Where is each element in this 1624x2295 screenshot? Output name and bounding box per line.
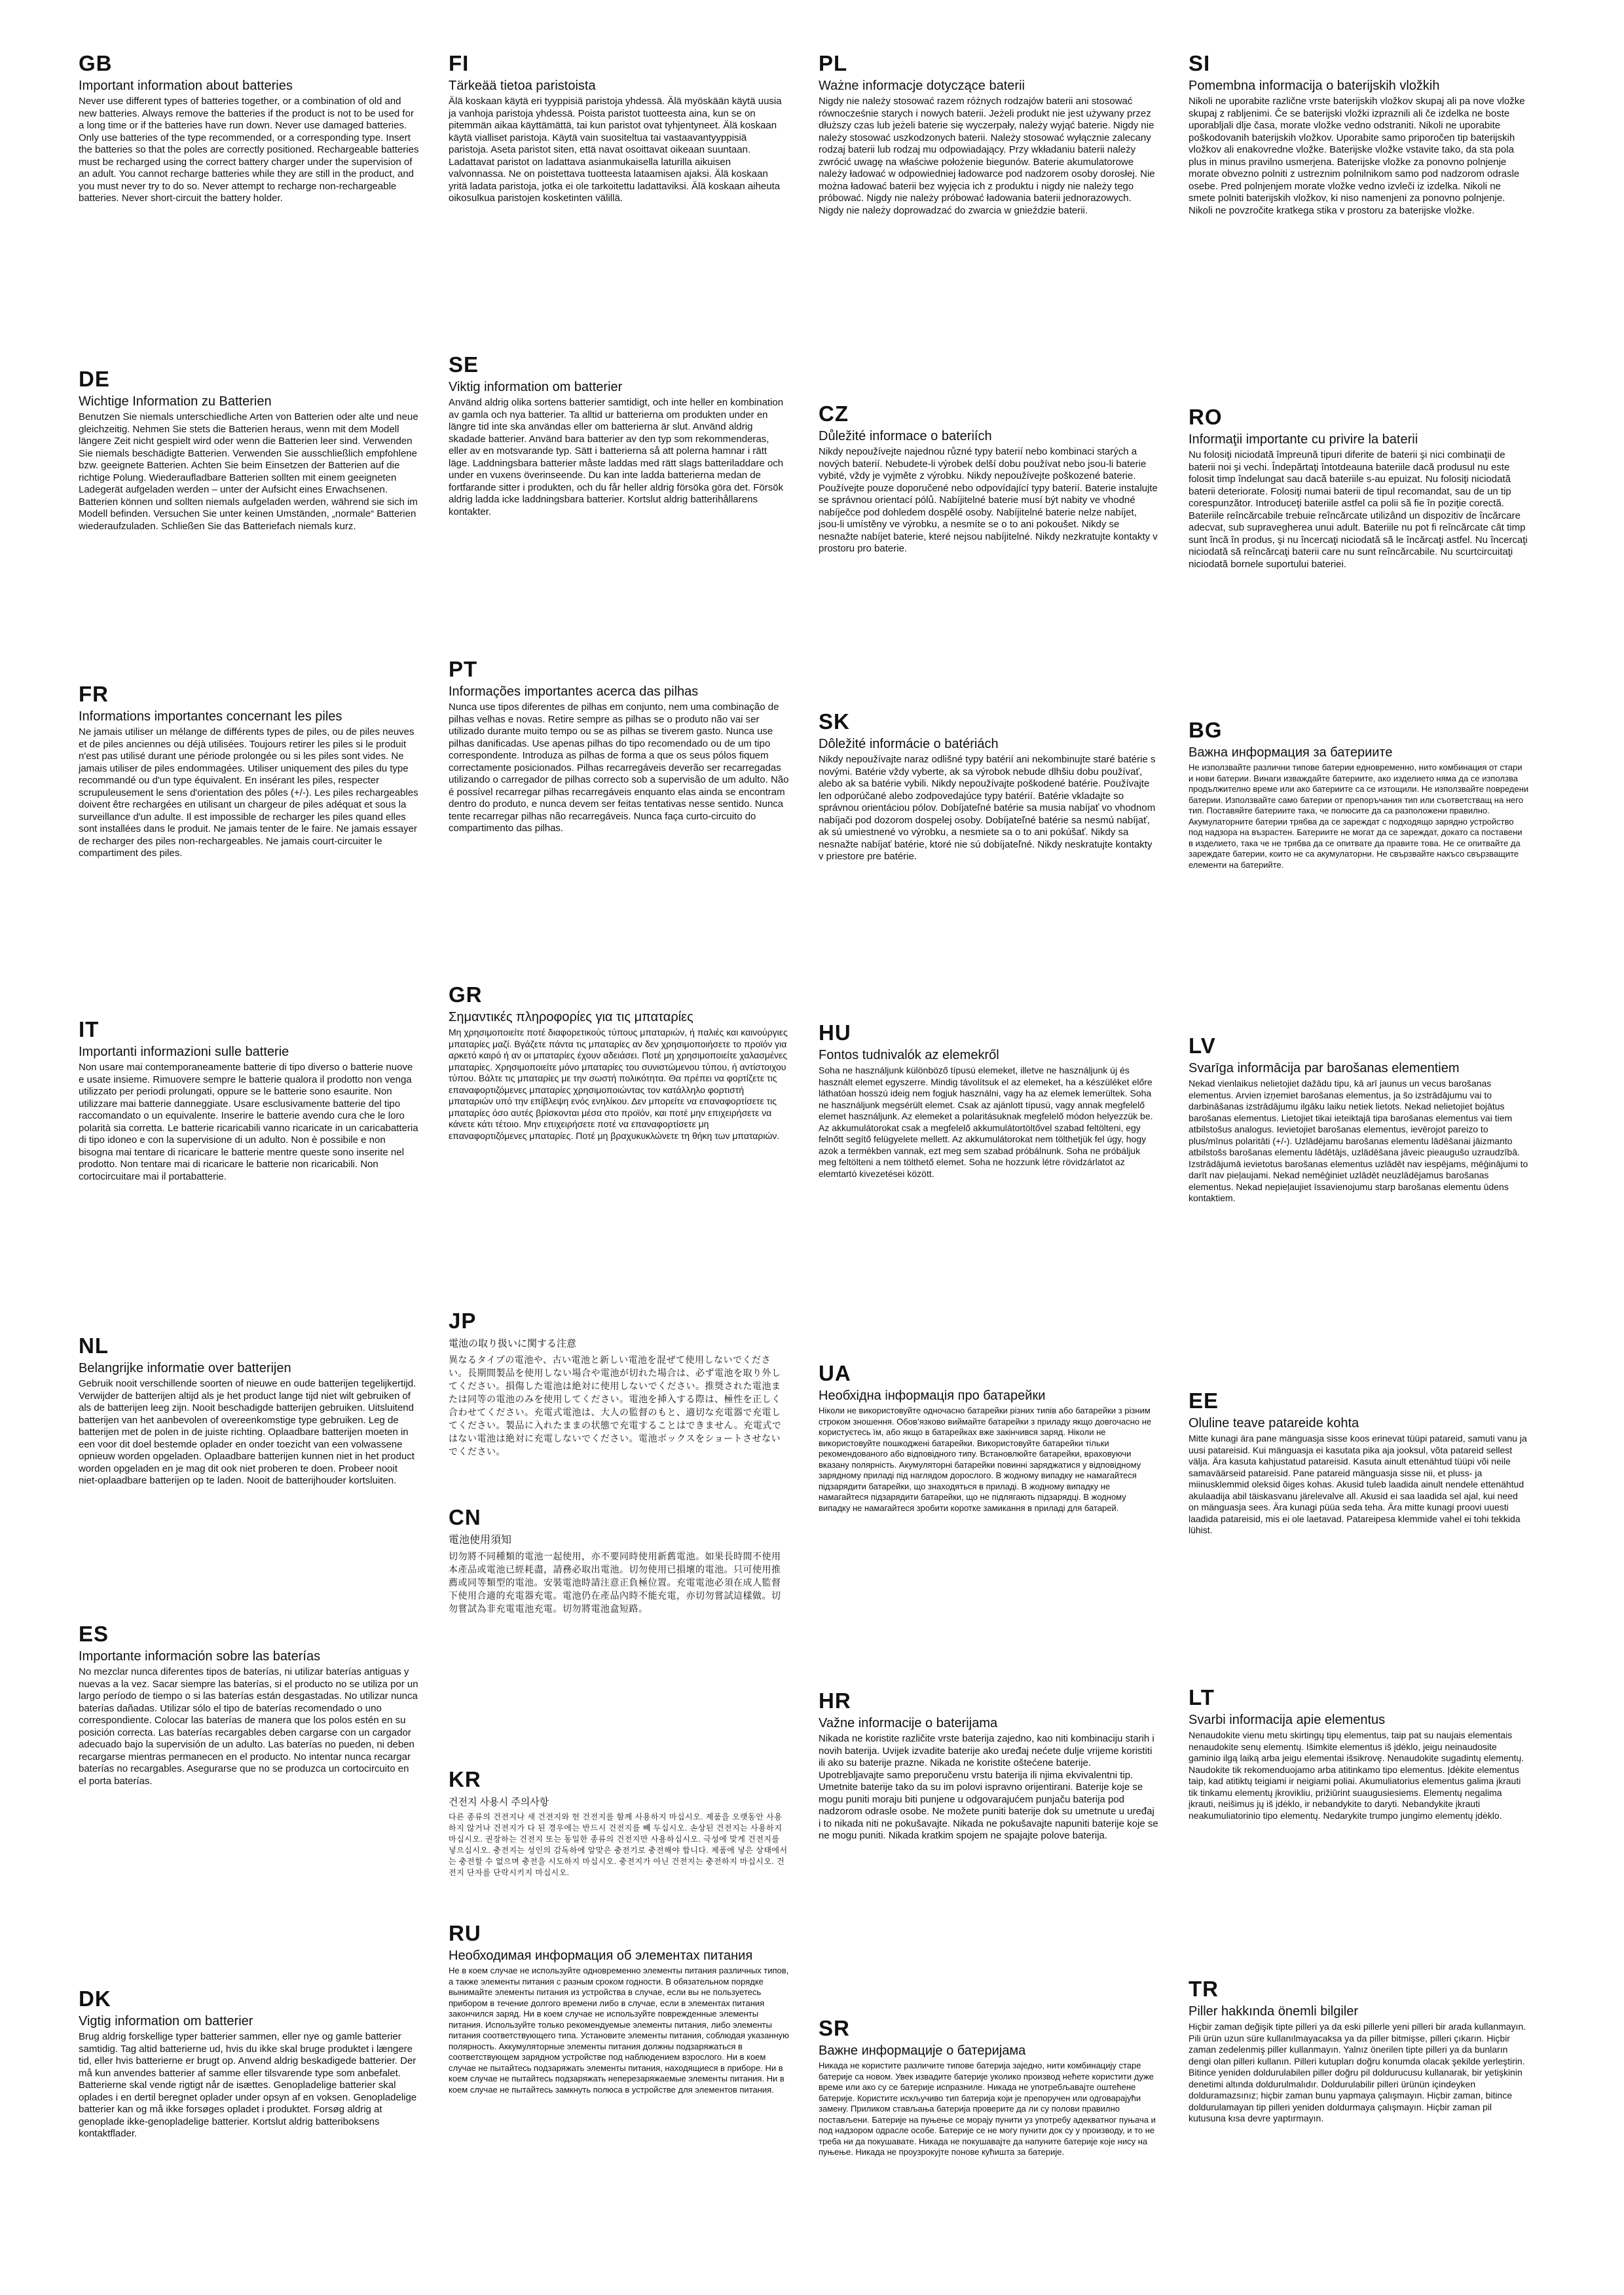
section-title: Vigtig information om batterier xyxy=(79,2014,253,2028)
section-title: Необходимая информация об элементах питания xyxy=(449,1949,753,1963)
section-title: Važne informacije o baterijama xyxy=(819,1716,998,1730)
section-hu xyxy=(819,1020,1159,1180)
language-code: CN xyxy=(449,1505,481,1529)
section-title: Oluline teave patareide kohta xyxy=(1189,1416,1359,1430)
section-cn xyxy=(449,1505,789,1615)
section-sk xyxy=(819,709,1159,863)
language-code: CZ xyxy=(819,401,849,426)
section-it xyxy=(79,1017,419,1183)
language-code: ES xyxy=(79,1622,109,1646)
section-title: Tärkeää tietoa paristoista xyxy=(449,79,596,93)
section-body: Ніколи не використовуйте одночасно батарейки різних типів або батарейки з різним строком зношення. Обов’язково виймайте батарейки з приладу якщо довгочасно не користуєтесь їм, або якщо в батарейках вже закінчився заряд. Ніколи не використовуйте пошкоджені батарейки. Використовуйте батарейки тільки рекомендованого або відповідного типу. Встановлюйте батарейки, враховуючи вказану полярність. Акумуляторні батарейки повинні заряджатися у відповідному зарядному приладі під наглядом дорослого. В жодному випадку не намагайтеся підзарядити батарейки, що знаходяться в приладі. В жодному випадку не намагайтеся підзарядити батарейки, що не підлягають підзарядці. В жодному випадку не намагайтеся зробити коротке замикання в приладі для батарей. xyxy=(819,1406,1152,1513)
section-body: Nunca use tipos diferentes de pilhas em conjunto, nem uma combinação de pilhas velhas e novas. Retire sempre as pilhas se o produto não vai ser utilizado durante muito tempo ou se as pilhas se tiverem gasto. Nunca use pilhas danificadas. Use apenas pilhas do tipo recomendado ou de um tipo correspondente. Introduza as pilhas de forma a que os seus pólos fiquem correctamente posicionados. Pilhas recarregáveis deverão ser recarregadas utilizando o carregador de pilhas correcto sob a supervisão de um adulto. Não é possível recarregar pilhas recarregáveis enquanto elas ainda se encontram dentro do produto, e nunca devem ser feitas tentativas nesse sentido. Nunca tente recarregar pilhas não recarregáveis. Nunca faça curto-circuito do compartimento das pilhas. xyxy=(449,701,789,834)
section-title: Ważne informacje dotyczące baterii xyxy=(819,79,1025,93)
section-body: Nekad vienlaikus nelietojiet dažādu tipu, kā arī jaunus un vecus barošanas elementus. Arvien izņemiet barošanas elementus, ja šo izstrādājumu vai to darbināšanas izstrādājumu ilgāku laiku netiek lietots. Nekad nelietojiet bojātus barošanas elementus. Lietojiet tikai ieteiktajā tipa barošanas elementus vai tiem atbilstošus analogus. Ievietojiet barošanas elementus, ievērojot pareizo to plus/mīnus polaritāti (+/-). Uzlādējamu barošanas elementu lādēšanai jāizmanto atbilstošs barošanas elementu lādētājs, uzlādēšana jāveic pieaugušo uzraudzībā. Izstrādājumā ievietotus barošanas elementus uzlādēt nav iespējams, mēģinājumi to darīt nav pieļaujami. Nekad nemēģiniet uzlādēt neuzlādējamus barošanas elementus. Nekad nepieļaujiet īssavienojumu starp barošanas elementu ūdens kontaktiem. xyxy=(1189,1078,1528,1203)
language-code: DK xyxy=(79,1987,111,2011)
section-gr xyxy=(449,982,789,1142)
section-title: Svarīga informācija par barošanas elementiem xyxy=(1189,1061,1460,1075)
language-code: JP xyxy=(449,1309,477,1333)
section-body: 다른 종류의 건전지나 새 건전지와 헌 건전지를 함께 사용하지 마십시오. 제품을 오랫동안 사용하지 않거나 건전지가 다 된 경우에는 반드시 건전지를 빼 두십시오. 손상된 건전지는 사용하지 마십시오. 권장하는 건전지 또는 동일한 종류의 건전지만 사용하십시오. 극성에 맞게 건전지를 넣으십시오. 충전지는 성인의 감독하에 알맞은 충전기로 충전해야 합니다. 제품에 넣은 상태에서는 충전할 수 없으며 충전을 시도하지 마십시오. 충전지가 아닌 건전지는 충전하지 마십시오. 건전지 단자를 단락시키지 마십시오. xyxy=(449,1812,788,1877)
section-title: Pomembna informacija o baterijskih vložkih xyxy=(1189,79,1440,93)
language-code: HR xyxy=(819,1689,851,1713)
section-lt xyxy=(1189,1685,1529,1821)
section-title: Importante información sobre las baterías xyxy=(79,1649,321,1664)
section-title: 電池の取り扱いに関する注意 xyxy=(449,1338,577,1349)
column-1 xyxy=(79,51,449,2265)
section-sr xyxy=(819,2016,1159,2158)
language-code: LT xyxy=(1189,1685,1215,1709)
section-pl xyxy=(819,51,1159,217)
section-tr xyxy=(1189,1977,1529,2125)
language-code: SI xyxy=(1189,51,1211,75)
section-es xyxy=(79,1622,419,1787)
section-title: Informações importantes acerca das pilhas xyxy=(449,684,699,699)
section-title: Wichtige Information zu Batterien xyxy=(79,394,272,409)
section-si xyxy=(1189,51,1529,217)
language-code: DE xyxy=(79,367,110,391)
language-code: SE xyxy=(449,352,479,377)
section-body: Не в коем случае не используйте одновременно элементы питания различных типов, а также элементы питания с разным сроком годности. В обязательном порядке вынимайте элементы питания из устройства в случае, если вы не пользуетесь прибором в течение долгого времени либо в случае, если в элементах питания закончился заряд. Ни в коем случае не используйте поврежденные элементы питания. Используйте только рекомендуемые элементы питания, либо элементы питания соответствующего типа. Установите элементы питания, соблюдая указанную полярность. Аккумуляторные элементы питания должны подзаряжаться в соответствующем зарядном устройстве под наблюдением взрослого. Ни в коем случае не пытайтесь подзаряжать элементы питания, находящиеся в приборе. Ни в коем случае не пытайтесь подзаряжать неперезаряжаемые элементы питания. Ни в коем случае не пытайтесь замкнуть полюса в устройстве для элементов питания. xyxy=(449,1966,789,2095)
section-body: Μη χρησιμοποιείτε ποτέ διαφορετικούς τύπους μπαταριών, ή παλιές και καινούργιες μπαταρίες μαζί. Βγάζετε πάντα τις μπαταρίες αν δεν χρησιμοποιήσετε το προϊόν για αρκετό καιρό ή αν οι μπαταρίες έχουν αδειάσει. Ποτέ μη χρησιμοποιείτε χαλασμένες μπαταρίες. Χρησιμοποιείτε μόνο μπαταρίες του συνιστώμενου τύπου, ή αντίστοιχου τύπου. Βάλτε τις μπαταρίες με την σωστή πολικότητα. Θα πρέπει να φορτίζετε τις επαναφορτιζόμενες μπαταρίες χρησιμοποιώντας τον κατάλληλο φορτιστή μπαταριών υπό την επίβλεψη ενός ενηλίκου. Δεν μπορείτε να επαναφορτίσετε τις μπαταρίες όσο αυτές βρίσκονται μέσα στο προϊόν, και ποτέ μην επιχειρήσετε να κάνετε κάτι τέτοιο. Μην επιχειρήσετε ποτέ να επαναφορτίσετε μη επαναφορτιζόμενες μπαταρίες. Ποτέ μη βραχυκυκλώνετε τη θήκη των μπαταριών. xyxy=(449,1027,788,1141)
section-body: 異なるタイプの電池や、古い電池と新しい電池を混ぜて使用しないでください。長期間製品を使用しない場合や電池が切れた場合は、必ず電池を取り外してください。損傷した電池は絶対に使用しないでください。推奨された電池または同等の電池のみを使用してください。電池を挿入する際は、極性を正しく合わせてください。充電式電池は、大人の監督のもと、適切な充電器で充電してください。製品に入れたままの状態で充電することはできません。充電式ではない電池は絶対に充電しないでください。電池ボックスをショートさせないでください。 xyxy=(449,1354,782,1457)
language-code: TR xyxy=(1189,1977,1219,2001)
language-code: FI xyxy=(449,51,470,75)
section-body: Не използвайте различни типове батерии едновременно, нито комбинация от стари и нови батерии. Винаги изваждайте батериите, ако изделието няма да се използва продължително време или ако батериите са се изтощили. Не използвайте повредени батерии. Използвайте само батерии от препоръчания тип или съответстващ на него тип. Поставяйте батериите така, че полюсите да са разположени правилно. Акумулаторните батерии трябва да се зареждат с подходящо зарядно устройство под надзора на възрастен. Батериите не могат да се зареждат, докато са поставени в изделието, така че не трябва да се опитвате да правите това. Не се опитвайте да зареждате батерии, които не са акумулаторни. Не свързвайте накъсо свързващите елементи на батерийте. xyxy=(1189,762,1529,870)
section-gb xyxy=(79,51,419,205)
section-pt xyxy=(449,657,789,835)
section-body: Nenaudokite vienu metu skirtingų tipų elementus, taip pat su naujais elementais nenaudokite senų elementų. Išimkite elementus iš įdėklo, jeigu neinaudosite gaminio ilgą laiką arba jeigu elementai išsikrovę. Nenaudokite sugadintų elementų. Naudokite tik rekomenduojamo arba atitinkamo tipo elementus. Įdėkite elementus taip, kad atitiktų teigiami ir neigiami poliai. Akumuliatorius elementus galima įkrauti tik tinkamu elementų įkrovikliu, prižiūrint suaugusiesiems. Elementų negalima įkrauti, neišimus jų iš įdėklo, ir nebandykite to daryti. Nebandykite įkrauti neakumuliatorinio tipo elementų. Nedarykite trumpo jungimo elementų įdėklo. xyxy=(1189,1730,1524,1821)
section-body: Never use different types of batteries together, or a combination of old and new batteries. Always remove the batteries if the product is not to be used for a long time or if the batteries have run down. Never use damaged batteries. Only use batteries of the type recommended, or a corresponding type. Insert the batteries so that the poles are correctly positioned. Rechargeable batteries must be recharged using the correct battery charger under the supervision of an adult. You cannot recharge batteries while they are still in the product, and you must never try to do so. Never attempt to recharge non-rechargeable batteries. Never short-circuit the battery holder. xyxy=(79,96,419,204)
section-body: Nu folosiţi niciodată împreună tipuri diferite de baterii şi nici combinaţii de baterii noi şi vechi. Îndepărtaţi întotdeauna bateriile dacă produsul nu este folosit timp îndelungat sau dacă bateriile s-au epuizat. Nu folosiţi niciodată baterii deteriorate. Folosiţi numai baterii de tipul recomandat, sau de un tip corespunzător. Introduceţi bateriile astfel ca polii să fie în poziţie corectă. Bateriile reîncărcabile trebuie reîncărcate utilizând un dispozitiv de încărcare adecvat, sub supravegherea unui adult. Bateriile nu pot fi reîncărcate cât timp sunt încă în produs, şi nu încercaţi niciodată să le încărcaţi astfel. Nu încercaţi niciodată să reîncărcaţi baterii care nu sunt reîncărcabile. Nu scurtcircuitaţi niciodată bornele suportului bateriei. xyxy=(1189,449,1528,570)
section-ua xyxy=(819,1361,1159,1514)
language-code: EE xyxy=(1189,1389,1219,1413)
section-title: Informations importantes concernant les piles xyxy=(79,709,342,724)
section-fi xyxy=(449,51,789,205)
section-dk xyxy=(79,1987,419,2140)
language-code: BG xyxy=(1189,718,1223,742)
section-de xyxy=(79,367,419,532)
section-body: Nikada ne koristite različite vrste baterija zajedno, kao niti kombinaciju starih i novih baterija. Uvijek izvadite baterije ako uređaj nećete dulje vrijeme koristiti ili ako su baterije prazne. Nikada ne koristite oštećene baterije. Upotrebljavajte samo preporučenu vrstu baterija ili njima ekvivalentni tip. Umetnite baterije tako da su im polovi ispravno orijentirani. Baterije koje se mogu puniti moraju biti punjene u odgovarajućem punjaču baterija pod nadzorom odrasle osobe. Ne možete puniti baterije dok su umetnute u uređaj i to nikada niti ne pokušavajte. Nikada ne pokušavajte napuniti baterije koje se ne mogu puniti. Nikada kratkim spojem ne spajajte polove baterija. xyxy=(819,1733,1158,1841)
section-kr xyxy=(449,1767,789,1878)
section-title: Dôležité informácie o batériách xyxy=(819,737,999,751)
language-code: SR xyxy=(819,2016,850,2040)
section-se xyxy=(449,352,789,518)
language-code: FR xyxy=(79,682,109,706)
section-title: Importanti informazioni sulle batterie xyxy=(79,1045,289,1059)
language-code: RU xyxy=(449,1921,481,1945)
section-nl xyxy=(79,1334,419,1487)
section-body: Brug aldrig forskellige typer batterier sammen, eller nye og gamle batterier samtidig. Tag altid batterierne ud, hvis du ikke skal bruge produktet i længere tid, eller hvis batterierne er brugt op. Anvend aldrig beskadigede batterier. Der må kun anvendes batterier af samme eller tilsvarende type som anbefalet. Batterierne skal vende rigtigt når de isættes. Genopladelige batterier skal oplades i en dertil beregnet oplader under opsyn af en voksen. Genopladelige batterier kan og må ikke forsøges opladet i produktet. Forsøg aldrig at genoplade ikke-genopladelige batterier. Kortslut aldrig batteriboksens kontaktflader. xyxy=(79,2031,417,2139)
section-hr xyxy=(819,1689,1159,1842)
language-code: NL xyxy=(79,1334,109,1358)
section-title: Необхідна інформація про батарейки xyxy=(819,1389,1046,1403)
section-cz xyxy=(819,401,1159,555)
section-body: Benutzen Sie niemals unterschiedliche Arten von Batterien oder alte und neue gleichzeitig. Nehmen Sie stets die Batterien heraus, wenn mit dem Modell längere Zeit nicht gespielt wird oder wenn die Batterien leer sind. Verwenden Sie niemals beschädigte Batterien. Verwenden Sie ausschließlich empfohlene bzw. geeignete Batterien. Achten Sie beim Einsetzen der Batterien auf die richtige Polung. Wiederaufladbare Batterien sollten mit einem geeigneten Ladegerät aufgeladen werden – unter der Aufsicht eines Erwachsenen. Batterien können und sollten niemals aufgeladen werden, während sie sich im Modell befinden. Versuchen Sie unter keinen Umständen, „normale“ Batterien wiederaufzuladen. Schließen Sie das Batteriefach niemals kurz. xyxy=(79,411,418,532)
section-body: Nikoli ne uporabite različne vrste baterijskih vložkov skupaj ali pa nove vložke skupaj z rabljenimi. Če se baterijski vložki izpraznili ali če izdelka ne boste uporabljali dlje časa, morate vložke vedno odstraniti. Nikoli ne uporabite poškodovanih baterijskih vložkov. Uporabite samo priporočen tip baterijskih vložkov ali enakovredne vložke. Baterijske vložke vstavite tako, da sta pola plus in minus pravilno usmerjena. Baterijske vložke za ponovno polnjenje morate obvezno polniti z ustreznim polnilnikom samo pod nadzorom odrasle osebe. Pred polnjenjem morate vložke vedno izvleči iz izdelka. Nikoli ne smete polniti baterijskih vložkov, ki niso namenjeni za ponovno polnjenje. Nikoli ne povzročite kratkega stika v prostoru za baterijske vložke. xyxy=(1189,96,1525,216)
section-body: Mitte kunagi ära pane mänguasja sisse koos erinevat tüüpi patareid, samuti vanu ja uusi patareisid. Kui mänguasja ei kasutata pika aja jooksul, võta patareid sellest välja. Ära kasuta kahjustatud patareisid. Kasuta ainult ettenähtud tüüpi või neile samaväärseid patareisid. Pane patareid mänguasja sisse nii, et pluss- ja miinusklemmid oleksid õiges kohas. Akusid tuleb laadida ainult nendele ettenähtud akulaadija abil täiskasvanu järelevalve all. Akusid ei saa laadida sel ajal, kui need on mänguasja sees. Ära kunagi püüa seda teha. Ära mitte kunagi proovi uuesti laadida patareisid, mis ei ole laetavad. Patareipesa klemmide vahel ei tohi tekkida lühist. xyxy=(1189,1433,1527,1535)
language-code: GR xyxy=(449,982,483,1007)
column-3 xyxy=(819,51,1189,2265)
section-body: No mezclar nunca diferentes tipos de baterías, ni utilizar baterías antiguas y nuevas a la vez. Sacar siempre las baterías, si el producto no se utiliza por un largo período de tiempo o si las baterías están desgastadas. No utilizar nunca baterías dañadas. Utilizar sólo el tipo de baterías recomendado o uno correspondiente. Colocar las baterías de manera que los polos estén en su posición correcta. Las baterías recargables deben cargarse con un cargador adecuado bajo la supervisión de un adulto. Las baterías no pueden, ni deben recargarse mientras permanecen en el producto. No intentar nunca recargar baterías no recargables. Asegurarse que no se produzca un cortocircuito en el porta baterías. xyxy=(79,1666,418,1787)
section-title: Belangrijke informatie over batterijen xyxy=(79,1361,291,1375)
section-title: Fontos tudnivalók az elemekről xyxy=(819,1048,999,1062)
section-body: Gebruik nooit verschillende soorten of nieuwe en oude batterijen tegelijkertijd. Verwijder de batterijen altijd als je het product lange tijd niet wilt gebruiken of als de batterijen leeg zijn. Nooit beschadigde batterijen gebruiken. Uitsluitend batterijen van het aanbevolen of overeenkomstige type gebruiken. Leg de batterijen met de polen in de juiste richting. Oplaadbare batterijen moeten in een voor dit doel bestemde oplader en onder toezicht van een volwassene opnieuw worden opgeladen. Oplaadbare batterijen kunnen niet in het product worden opgeladen en je mag dit ook niet proberen te doen. Probeer nooit niet-oplaadbare batterijen op te laden. Nooit de batterijhouder kortsluiten. xyxy=(79,1378,416,1486)
section-fr xyxy=(79,682,419,860)
section-title: Important information about batteries xyxy=(79,79,293,93)
column-4 xyxy=(1189,51,1559,2265)
section-lv xyxy=(1189,1034,1529,1204)
language-code: HU xyxy=(819,1020,851,1045)
section-ro xyxy=(1189,405,1529,570)
section-title: Důležité informace o bateriích xyxy=(819,429,992,443)
language-code: PT xyxy=(449,657,478,681)
language-code: LV xyxy=(1189,1034,1216,1058)
section-bg xyxy=(1189,718,1529,870)
section-body: Non usare mai contemporaneamente batterie di tipo diverso o batterie nuove e usate insieme. Rimuovere sempre le batterie qualora il prodotto non venga utilizzato per periodi prolungati, oppure se le batterie sono esaurite. Non utilizzare mai batterie danneggiate. Usare esclusivamente batterie del tipo raccomandato o un equivalente. Inserire le batterie avendo cura che le loro polarità sia corretta. Le batterie ricaricabili vanno ricaricate in un caricabatteria di tipo idoneo e con la supervisione di un adulto. Non è possibile e non bisogna mai tentare di ricaricare le batterie mentre queste sono inserite nel prodotto. Non tentare mai di ricaricare le batterie non ricaricabili. Non cortocircuitare mai il portabatterie. xyxy=(79,1062,418,1182)
section-body: Никада не користите различите типове батерија заједно, нити комбинацију старе батерије са новом. Увек извадите батерије уколико производ нећете користити дуже време или ако су се батерије испразниле. Никада не употребљавајте оштећене батерије. Користите искључиво тип батерија који је препоручен или одговарајући замену. Приликом стављања батерија проверите да ли су полови правилно постављени. Батерије на пуњење се морају пунити уз употребу адекватног пуњача и под надзором одрасле особе. Батерије се не могу пунити док су у производу, и то не треба ни да покушавате. Никада не покушавајте да напуните батерије које нису на пуњење. Никада не проузрокујте понове кућишта за батерије. xyxy=(819,2061,1156,2157)
section-title: Svarbi informacija apie elementus xyxy=(1189,1713,1386,1727)
section-title: Важна информация за батериите xyxy=(1189,745,1393,760)
section-ru xyxy=(449,1921,789,2095)
language-code: IT xyxy=(79,1017,100,1041)
section-body: Älä koskaan käytä eri tyyppisiä paristoja yhdessä. Älä myöskään käytä uusia ja vanhoja paristoja yhdessä. Poista paristot tuotteesta aina, kun se on pitemmän aikaa käyttämättä, tai kun paristot ovat tyhjentyneet. Älä koskaan käytä vialliset paristoja. Käytä vain suositeltua tai vastaavantyyppisiä paristoja. Aseta paristot siten, että navat osoittavat oikeaan suuntaan. Ladattavat paristot on ladattava asianmukaisella laturilla aikuisen valvonnassa. Ne on poistettava tuotteesta lataamisen ajaksi. Älä koskaan yritä ladata paristoja, jotka ei ole tarkoitettu ladattaviksi. Älä koskaan aiheuta oikosulkua paristojen kosketinten välillä. xyxy=(449,96,782,204)
section-jp xyxy=(449,1309,789,1458)
section-body: Hiçbir zaman değişik tipte pilleri ya da eski pillerle yeni pilleri bir arada kullanmayın. Pili ürün uzun süre kullanılmayacaksa ya da piller bitmişse, pilleri çıkarın. Hiçbir zaman zedelenmiş piller kullanmayın. Yalnız önerilen tipte pilleri ya da bunların dengi olan pilleri kullanın. Pilleri kutupları doğru konumda olacak şekilde yerleştirin. Bitince yeniden doldurulabilen piller doğru pil doldurucusu kullanarak, bir yetişkinin denetimi altında doldurulmalıdır. Doldurulabilir pilleri ürünün içindeyken dolduramazsınız; hiçbir zaman bunu yapmaya çalışmayın. Hiçbir zaman, bitince doldurulamayan tip pilleri yeniden doldurmaya çalışmayın. Hiçbir zaman pil kutusuna kısa devre yaptırmayın. xyxy=(1189,2021,1526,2123)
section-body: 切勿將不同種類的電池一起使用，亦不要同時使用新舊電池。如果長時間不使用本產品或電池已經耗盡，請務必取出電池。切勿使用已損壞的電池。只可使用推薦或同等類型的電池。安裝電池時請注意正負極位置。充電電池必須在成人監督下使用合適的充電器充電。電池仍在產品內時不能充電，亦切勿嘗試這樣做。切勿嘗試為非充電電池充電。切勿將電池盒短路。 xyxy=(449,1551,781,1614)
section-ee xyxy=(1189,1389,1529,1537)
section-title: Viktig information om batterier xyxy=(449,380,623,394)
section-body: Soha ne használjunk különböző típusú elemeket, illetve ne használjunk új és használt elemet egyszerre. Mindig távolítsuk el az elemeket, ha a készüléket előre láthatóan hosszú ideig nem fogjuk használni, vagy ha az elemek lemerültek. Soha ne használjunk megsérült elemet. Csak az ajánlott típusú, vagy annak megfelelő elemet használjunk. Az elemeket a polaritásuknak megfelelő módon helyezzük be. Az akkumulátorokat csak a megfelelő akkumulátortöltővel szabad feltölteni, egy felnőtt segítő felügyelete mellett. Az akkumulátorokat nem tölthetjük fel úgy, hogy azok a termékben vannak, ezt meg sem szabad próbálnunk. Soha ne próbáljuk meg feltölteni a nem tölthető elemet. Soha ne hozzunk létre rövidzárlatot az elemtartó kivezetései között. xyxy=(819,1065,1153,1179)
language-code: UA xyxy=(819,1361,851,1385)
section-title: 건전지 사용시 주의사항 xyxy=(449,1797,549,1808)
language-code: GB xyxy=(79,51,113,75)
column-2 xyxy=(449,51,819,2265)
section-title: Σημαντικές πληροφορίες για τις μπαταρίες xyxy=(449,1010,693,1024)
language-code: SK xyxy=(819,709,850,734)
section-title: Piller hakkında önemli bilgiler xyxy=(1189,2004,1359,2019)
language-code: RO xyxy=(1189,405,1223,429)
section-title: Informaţii importante cu privire la baterii xyxy=(1189,432,1418,447)
section-title: 電池使用須知 xyxy=(449,1535,512,1546)
section-body: Nikdy nepoužívajte naraz odlišné typy batérií ani nekombinujte staré batérie s novými. Batérie vždy vyberte, ak sa výrobok nebude dlhšiu dobu používať, alebo ak sa batérie vybili. Nikdy nepoužívajte poškodené batérie. Používajte len odporúčané alebo zodpovedajúce typy batérií. Batérie vkladajte so správnou orientáciou pólov. Dobíjateľné batérie sa musia nabíjať vo vhodnom nabíjači pod dozorom dospelej osoby. Dobíjateľné batérie sa nesmú nabíjať, ak sú umiestnené vo výrobku, a nesmiete sa o to ani pokúšať. Nikdy sa nesnažte nabíjať batérie, ktoré nie sú dobíjateľné. Nikdy neskratujte kontakty v priestore pre batérie. xyxy=(819,754,1156,862)
battery-information-sheet xyxy=(79,51,1559,2265)
language-code: KR xyxy=(449,1767,481,1791)
section-body: Nikdy nepoužívejte najednou různé typy baterií nebo kombinaci starých a nových baterií. Nebudete-li výrobek delší dobu používat nebo jsou-li baterie vybité, vždy je vyjměte z výrobku. Nikdy nepoužívejte poškozené baterie. Používejte pouze doporučené nebo odpovídající typy baterií. Baterie instalujte se správnou orientací pólů. Nabíjitelné baterie musí být nabity ve vhodné nabíječce pod dohledem dospělé osoby. Nabíjitelné baterie nelze nabíjet, jsou-li umístěny ve výrobku, a nesmíte se o to ani pokoušet. Nikdy se nesnažte nabíjet baterie, které nejsou nabíjitelné. Nikdy nezkratujte kontakty v prostoru pro baterie. xyxy=(819,446,1158,554)
language-code: PL xyxy=(819,51,848,75)
section-title: Важне информације о батеријама xyxy=(819,2043,1026,2058)
section-body: Använd aldrig olika sortens batterier samtidigt, och inte heller en kombination av gamla och nya batterier. Ta alltid ur batterierna om produkten under en längre tid inte ska användas eller om batterierna är slut. Använd aldrig skadade batterier. Använd bara batterier av den typ som rekommenderas, eller av en motsvarande typ. Sätt i batterierna så att polerna hamnar i rätt läge. Laddningsbara batterier måste laddas med rätt slags batteriladdare och under en vuxens överinseende. Du kan inte ladda batterierna medan de fortfarande sitter i produkten, och du får heller aldrig försöka göra det. Försök aldrig ladda icke laddningsbara batterier. Kortslut aldrig batterihållarens kontakter. xyxy=(449,397,784,517)
section-body: Ne jamais utiliser un mélange de différents types de piles, ou de piles neuves et de piles anciennes ou déjà utilisées. Toujours retirer les piles si le produit n'est pas utilisé durant une période prolongée ou si les piles sont vides. Ne jamais utiliser de piles endommagées. Utiliser uniquement des piles du type recommandé ou d'un type équivalent. En insérant les piles, respecter scrupuleusement le sens d'orientation des pôles (+/-). Les piles rechargeables doivent être rechargées en utilisant un chargeur de piles adéquat et sous la surveillance d'un adulte. Il est impossible de recharger les piles quand elles sont installées dans le produit. Ne jamais tenter de le faire. Ne jamais essayer de recharger des piles non-rechargeables. Ne jamais court-circuiter le compartiment des piles. xyxy=(79,726,418,859)
section-body: Nigdy nie należy stosować razem różnych rodzajów baterii ani stosować równocześnie starych i nowych baterii. Jeżeli produkt nie jest używany przez dłuższy czas lub jeżeli baterie się wyczerpały, należy wyjąć baterie. Nigdy nie należy stosować uszkodzonych baterii. Należy stosować wyłącznie zalecany rodzaj baterii lub rodzaj mu odpowiadający. Przy wkładaniu baterii należy zwrócić uwagę na właściwe położenie biegunów. Baterie akumulatorowe należy ładować w odpowiedniej ładowarce pod nadzorem osoby dorosłej. Nie można ładować baterii bez wyjęcia ich z produktu i nigdy nie należy tego próbować. Nigdy nie należy próbować ładowania baterii jednorazowych. Nigdy nie należy doprowadzać do zwarcia w gnieździe baterii. xyxy=(819,96,1155,216)
